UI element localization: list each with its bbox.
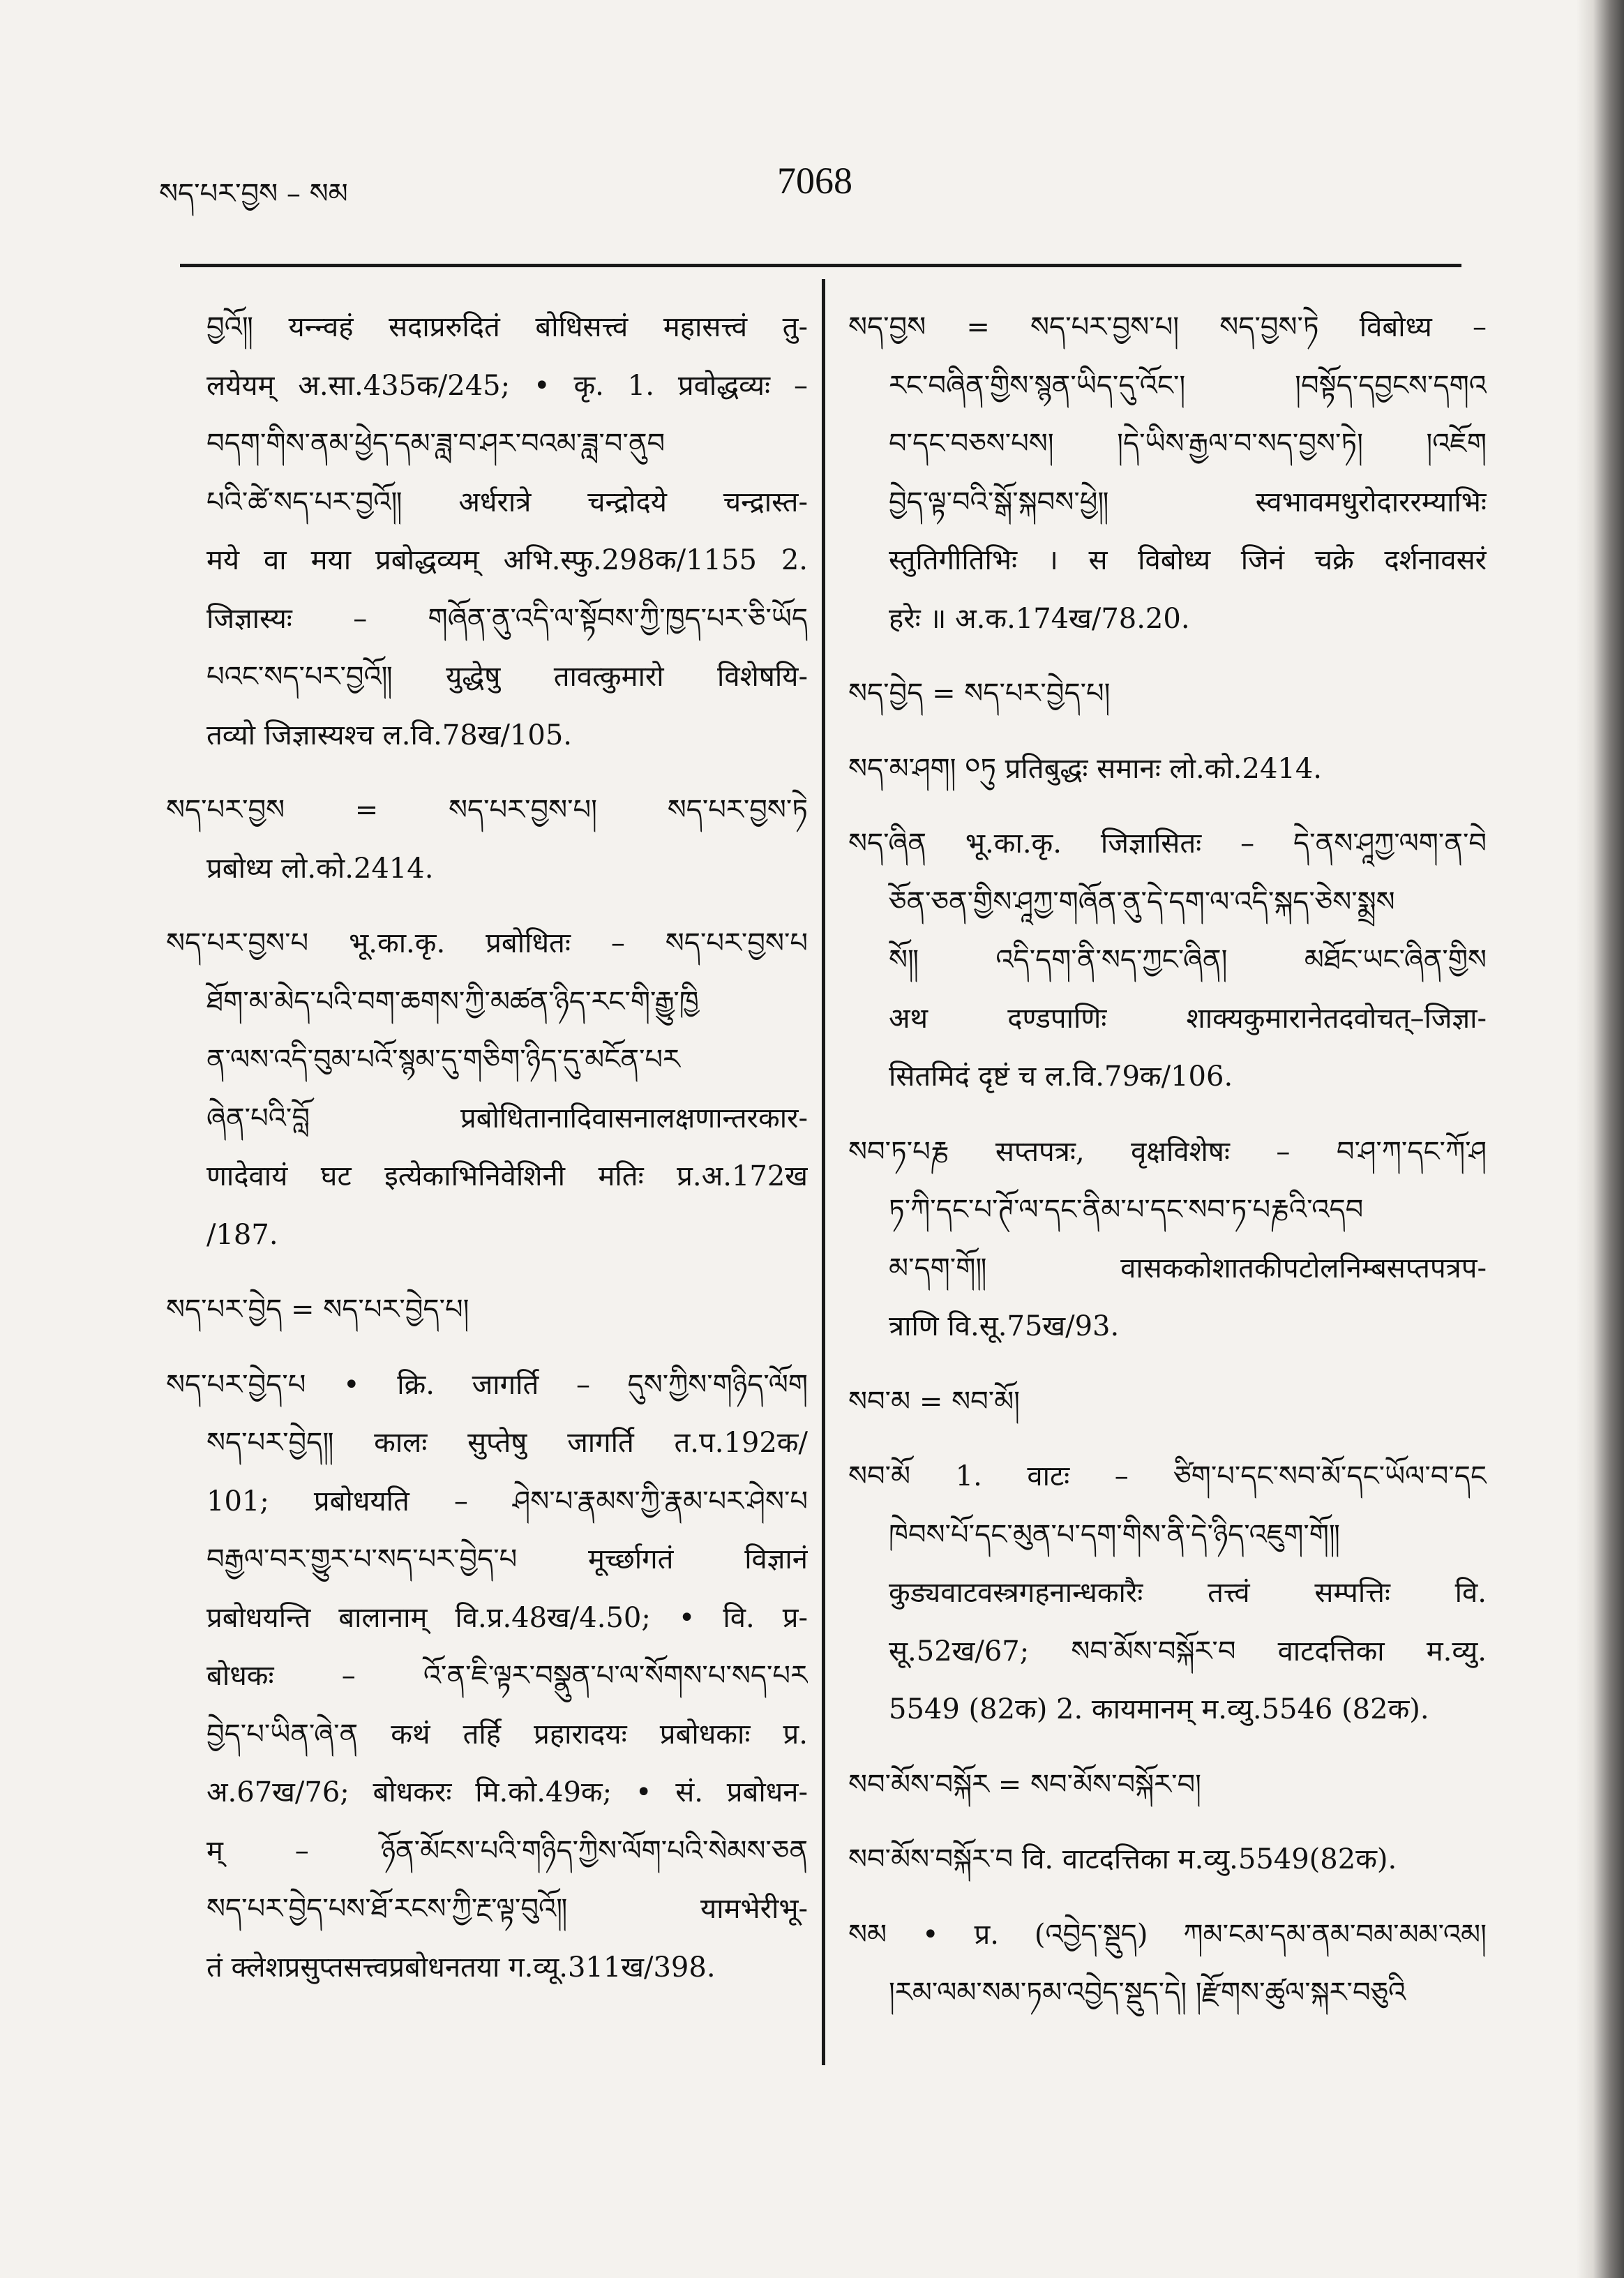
entry-headword-line: སད་བྱེད = སད་པར་བྱེད་པ། <box>848 677 1111 710</box>
entry-line: तं क्लेशप्रसुप्तसत्त्वप्रबोधनतया ग.व्यू.311ख/398. <box>206 1951 716 1984</box>
entry-line: बोधकः – འོ་ན་ཇི་ལྟར་བསྣུན་པ་ལ་སོགས་པ་སད་པར <box>206 1660 808 1692</box>
entry-line: རང་བཞིན་གྱིས་སྙན་ཡིད་དུ་འོང་། །བསྟོད་དབྱངས་དགའ <box>889 369 1487 402</box>
entry-line: བྱེད་པ་ཡིན་ཞེ་ན कथं तर्हि प्रहारादयः प्रबोधकाः प्र. <box>206 1718 808 1751</box>
entry-line: हरेः ॥ अ.क.174ख/78.20. <box>889 602 1190 635</box>
entry-line: त्राणि वि.सू.75ख/93. <box>889 1310 1120 1342</box>
entry-line: अ.67ख/76; बोधकरः मि.को.49क; • सं. प्रबोधन- <box>206 1776 808 1808</box>
entry-line: མ་དག་གོ༎ वासककोशातकीपटोलनिम्बसप्तपत्रप- <box>889 1252 1487 1284</box>
entry-line: །རམ་ལམ་སམ་ཏམ་འབྱེད་སྡུད་དེ། །རྫོགས་ཚུལ་སྐར་བཅུའི <box>889 1977 1406 2009</box>
entry-headword-line: སད་པར་བྱས་པ भू.का.कृ. प्रबोधितः – སད་པར་བྱས་པ <box>166 927 808 959</box>
entry-line: अथ दण्डपाणिः शाक्यकुमारानेतदवोचत्–जिज्ञा- <box>889 1002 1487 1035</box>
entry-line: णादेवायं घट इत्येकाभिनिवेशिनी मतिः प्र.अ.172ख <box>206 1160 808 1192</box>
right-column <box>848 299 1487 2023</box>
entry-line: བརྒྱལ་བར་གྱུར་པ་སད་པར་བྱེད་པ मूर्च्छागतं विज्ञानं <box>206 1543 808 1575</box>
entry-headword-line: སབ་མོས་བསྐོར་བ वि. वाटदत्तिका म.व्यु.5549(82क). <box>848 1843 1397 1875</box>
entry-line: सितमिदं दृष्टं च ल.वि.79क/106. <box>889 1061 1233 1093</box>
entry-line: प्रबोधयन्ति बालानाम् वि.प्र.48ख/4.50; • वि. प्र- <box>206 1601 808 1634</box>
entry-line: ཐོག་མ་མེད་པའི་བག་ཆགས་ཀྱི་མཚན་ཉིད་རང་གི་རྒྱུ་ཁྱི <box>206 985 699 1018</box>
entry-headword-line: སད་པར་བྱེད = སད་པར་བྱེད་པ། <box>166 1294 469 1326</box>
entry-line: པའང་སད་པར་བྱའོ༎ युद्धेषु तावत्कुमारो विशेषयि- <box>206 661 808 693</box>
entry-line: लयेयम् अ.सा.435क/245; • कृ. 1. प्रवोद्धव्यः – <box>206 369 808 402</box>
left-column <box>166 299 808 1997</box>
entry-line: जिज्ञास्यः – གཞོན་ནུ་འདི་ལ་སྟོབས་ཀྱི་ཁྱད་པར་ཅི་ཡོད <box>206 602 808 635</box>
page-number: 7068 <box>777 160 852 202</box>
entry-line: པའི་ཚེ་སད་པར་བྱའོ༎ अर्धरात्रे चन्द्रोदये चन्द्रास्त- <box>206 486 808 518</box>
header-rule <box>180 264 1461 267</box>
entry-line: བ་དང་བཅས་པས། །དེ་ཡིས་རྒྱལ་བ་སད་བྱས་ཏེ། །འཇོག <box>889 428 1487 460</box>
entry-line: कुड्यवाटवस्त्रगहनान्धकारैः तत्त्वं सम्पत्तिः वि. <box>889 1577 1487 1609</box>
entry-headword-line: སད་མ་ཤག། ༠ཏུ प्रतिबुद्धः समानः लो.को.2414. <box>848 752 1323 785</box>
entry-line: ཅོན་ཅན་གྱིས་ཤཱཀྱ་གཞོན་ནུ་དེ་དག་ལ་འདི་སྐད་ཅེས་སྨྲས <box>889 885 1395 918</box>
entry-line: /187. <box>206 1218 278 1251</box>
entry-headword-line: སད་པར་བྱས = སད་པར་བྱས་པ། སད་པར་བྱས་ཏེ <box>166 794 808 826</box>
column-divider <box>822 279 825 2065</box>
entry-line: ན་ལས་འདི་བུམ་པའོ་སྙམ་དུ་གཅིག་ཉིད་དུ་མངོན་པར <box>206 1044 680 1076</box>
entry-headword-line: སམ • प्र. (འབྱེད་སྡུད) ཀམ་ངམ་དམ་ནམ་བམ་མམ་འམ། <box>848 1918 1487 1951</box>
entry-line: བྱེད་ལྟ་བའི་སྒོ་སྐབས་ཕྱེ༎ स्वभावमधुरोदाररम्याभिः <box>889 486 1487 518</box>
entry-line: བདག་གིས་ནམ་ཕྱེད་དམ་ཟླ་བ་ཤར་བའམ་ཟླ་བ་ནུབ <box>206 428 666 460</box>
entry-line: བྱའོ༎ यन्न्वहं सदाप्ररुदितं बोधिसत्त्वं महासत्त्वं तु- <box>206 311 808 343</box>
entry-line: 101; प्रबोधयति – ཤེས་པ་རྣམས་ཀྱི་རྣམ་པར་ཤེས་པ <box>206 1485 808 1518</box>
entry-line: ཞེན་པའི་བློ प्रबोधितानादिवासनालक्षणान्तरकार- <box>206 1102 808 1134</box>
entry-line: སད་པར་བྱེད་པས་ཐོ་རངས་ཀྱི་རྔ་ལྟ་བུའོ༎ यामभेरीभू- <box>206 1893 808 1925</box>
entry-line: སད་པར་བྱེད༎ कालः सुप्तेषु जागर्ति त.प.192क/ <box>206 1427 808 1459</box>
entry-line: ཏ་ཀི་དང་པ་ཊོ་ལ་དང་ནིམ་པ་དང་སབ་ཏ་པརྞའི་འདབ <box>889 1194 1364 1226</box>
entry-headword-line: སབ་ཏ་པརྞ सप्तपत्रः, वृक्षविशेषः – བ་ཤ་ཀ་དང་ཀོ་ཤ <box>848 1135 1487 1168</box>
entry-line: सू.52ख/67; སབ་མོས་བསྐོར་བ वाटदत्तिका म.व्यु. <box>889 1635 1487 1668</box>
entry-line: स्तुतिगीतिभिः । स विबोध्य जिनं चक्रे दर्शनावसरं <box>889 544 1487 576</box>
scan-edge-shadow <box>1577 0 1624 2278</box>
entry-line: म् – ཉོན་མོངས་པའི་གཉིད་ཀྱིས་ལོག་པའི་སེམས་ཅན <box>206 1834 808 1867</box>
entry-headword-line: སད་ཞིན भू.का.कृ. जिज्ञासितः – དེ་ནས་ཤཱཀྱ་ལག་ན་བེ <box>848 827 1487 860</box>
entry-headword-line: སབ་མོས་བསྐོར = སབ་མོས་བསྐོར་བ། <box>848 1768 1202 1801</box>
entry-line: 5549 (82क) 2. कायमानम् म.व्यु.5546 (82क). <box>889 1693 1429 1725</box>
running-head: སད་པར་བྱས – སམ <box>159 178 348 210</box>
entry-headword-line: སད་པར་བྱེད་པ • क्रि. जागर्ति – དུས་ཀྱིས་གཉིད་ལོག <box>166 1368 808 1401</box>
entry-line: ཁེབས་པོ་དང་མུན་པ་དག་གིས་ནི་དེ་ཉིད་འཇུག་གོ༎ <box>889 1518 1340 1551</box>
entry-headword-line: སབ་མོ 1. वाटः – ཙིག་པ་དང་སབ་མོ་དང་ཡོལ་བ་དང <box>848 1460 1487 1492</box>
entry-line: मये वा मया प्रबोद्धव्यम् अभि.स्फु.298क/1155 2. <box>206 544 808 576</box>
entry-line: प्रबोध्य लो.को.2414. <box>206 852 434 885</box>
entry-line: तव्यो जिज्ञास्यश्च ल.वि.78ख/105. <box>206 719 572 751</box>
entry-headword-line: སད་བྱས = སད་པར་བྱས་པ། སད་བྱས་ཏེ विबोध्य – <box>848 311 1487 343</box>
entry-line: སོ༎ འདི་དག་ནི་སད་ཀྱང་ཞིན། མཐོང་ཡང་ཞིན་གྱིས <box>889 944 1487 976</box>
entry-headword-line: སབ་མ = སབ་མོ། <box>848 1385 1021 1418</box>
